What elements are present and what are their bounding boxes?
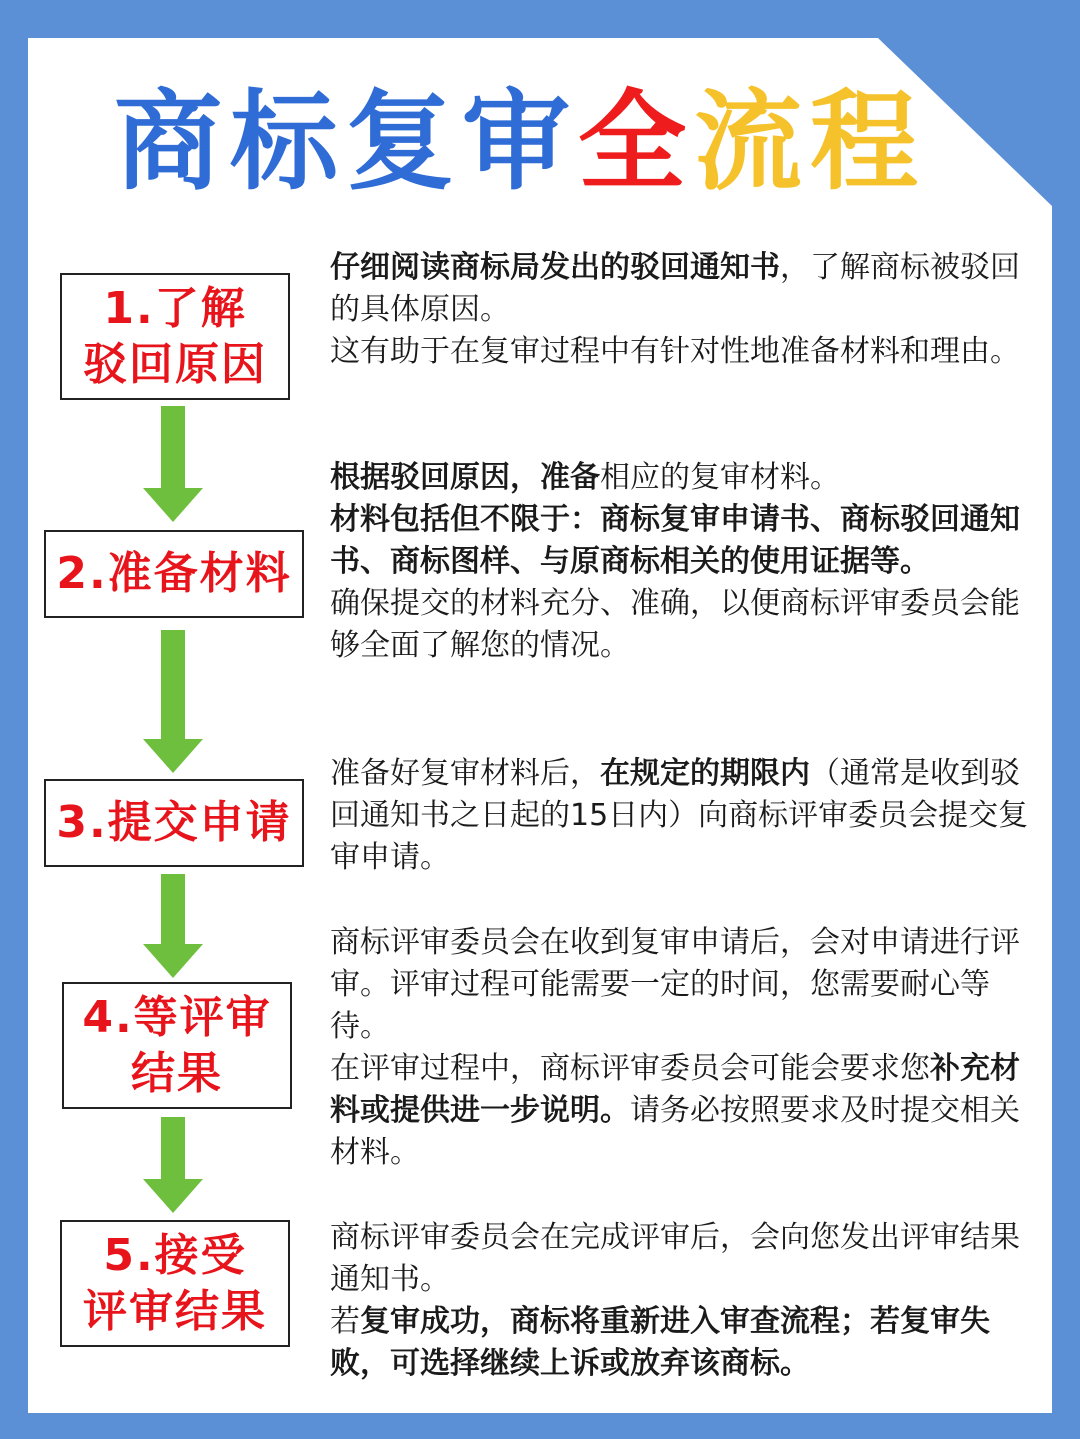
title-part-blue: 商标复审 (113, 80, 578, 205)
desc-text: ，了解商标被驳回的具体原因。 (330, 250, 1020, 327)
step-1-label-line1: 1.了解 (103, 282, 247, 334)
page-title (0, 78, 1040, 208)
step-4-label-line2: 结果 (131, 1047, 223, 1099)
title-part-yellow: 流程 (694, 80, 927, 205)
step-4-description (330, 922, 1040, 1174)
desc-bold: 在规定的期限内 (600, 756, 810, 791)
desc-text: 相应的复审材料。 (600, 460, 840, 495)
step-1-box (60, 273, 290, 400)
desc-text: 准备好复审材料后， (330, 756, 600, 791)
step-3-label: 3.提交申请 (56, 797, 292, 848)
desc-text: 确保提交的材料充分、准确，以便商标评审委员会能够全面了解您的情况。 (330, 586, 1020, 663)
desc-text: 若 (330, 1304, 360, 1339)
step-1-description (330, 247, 1040, 373)
desc-bold: 补充材料或提供进一步说明。 (330, 1051, 1020, 1128)
desc-bold: 材料包括但不限于：商标复审申请书、商标驳回通知书、商标图样、与原商标相关的使用证据等。 (330, 502, 1020, 579)
step-3-description (330, 753, 1040, 879)
down-arrow-icon (143, 1117, 203, 1213)
desc-text: （通常是收到驳回通知书之日起的15日内）向商标评审委员会提交复审申请。 (330, 756, 1029, 875)
step-4-box (62, 982, 292, 1109)
down-arrow-icon (143, 406, 203, 522)
down-arrow-icon (143, 630, 203, 773)
desc-text: 商标评审委员会在收到复审申请后，会对申请进行评审。评审过程可能需要一定的时间，您需要耐心等待。 (330, 925, 1020, 1044)
step-1-label-line2: 驳回原因 (83, 338, 267, 390)
desc-text: 在评审过程中，商标评审委员会可能会要求您 (330, 1051, 930, 1086)
step-4-label-line1: 4.等评审 (82, 991, 272, 1043)
title-part-red: 全 (577, 80, 694, 205)
step-2-description (330, 457, 1040, 667)
step-5-label-line2: 评审结果 (83, 1285, 267, 1337)
step-5-label-line1: 5.接受 (103, 1229, 247, 1281)
down-arrow-icon (143, 874, 203, 978)
step-2-box (44, 530, 304, 618)
desc-bold: 仔细阅读商标局发出的驳回通知书 (330, 250, 780, 285)
desc-bold: 根据驳回原因，准备 (330, 460, 600, 495)
step-3-box (44, 779, 304, 867)
step-2-label: 2.准备材料 (56, 548, 292, 599)
desc-text: 请务必按照要求及时提交相关材料。 (330, 1093, 1020, 1170)
desc-text: 这有助于在复审过程中有针对性地准备材料和理由。 (330, 334, 1020, 369)
desc-text: 商标评审委员会在完成评审后，会向您发出评审结果通知书。 (330, 1220, 1020, 1297)
step-5-box (60, 1220, 290, 1347)
desc-bold: 复审成功，商标将重新进入审查流程；若复审失败，可选择继续上诉或放弃该商标。 (330, 1304, 990, 1381)
step-5-description (330, 1217, 1040, 1385)
